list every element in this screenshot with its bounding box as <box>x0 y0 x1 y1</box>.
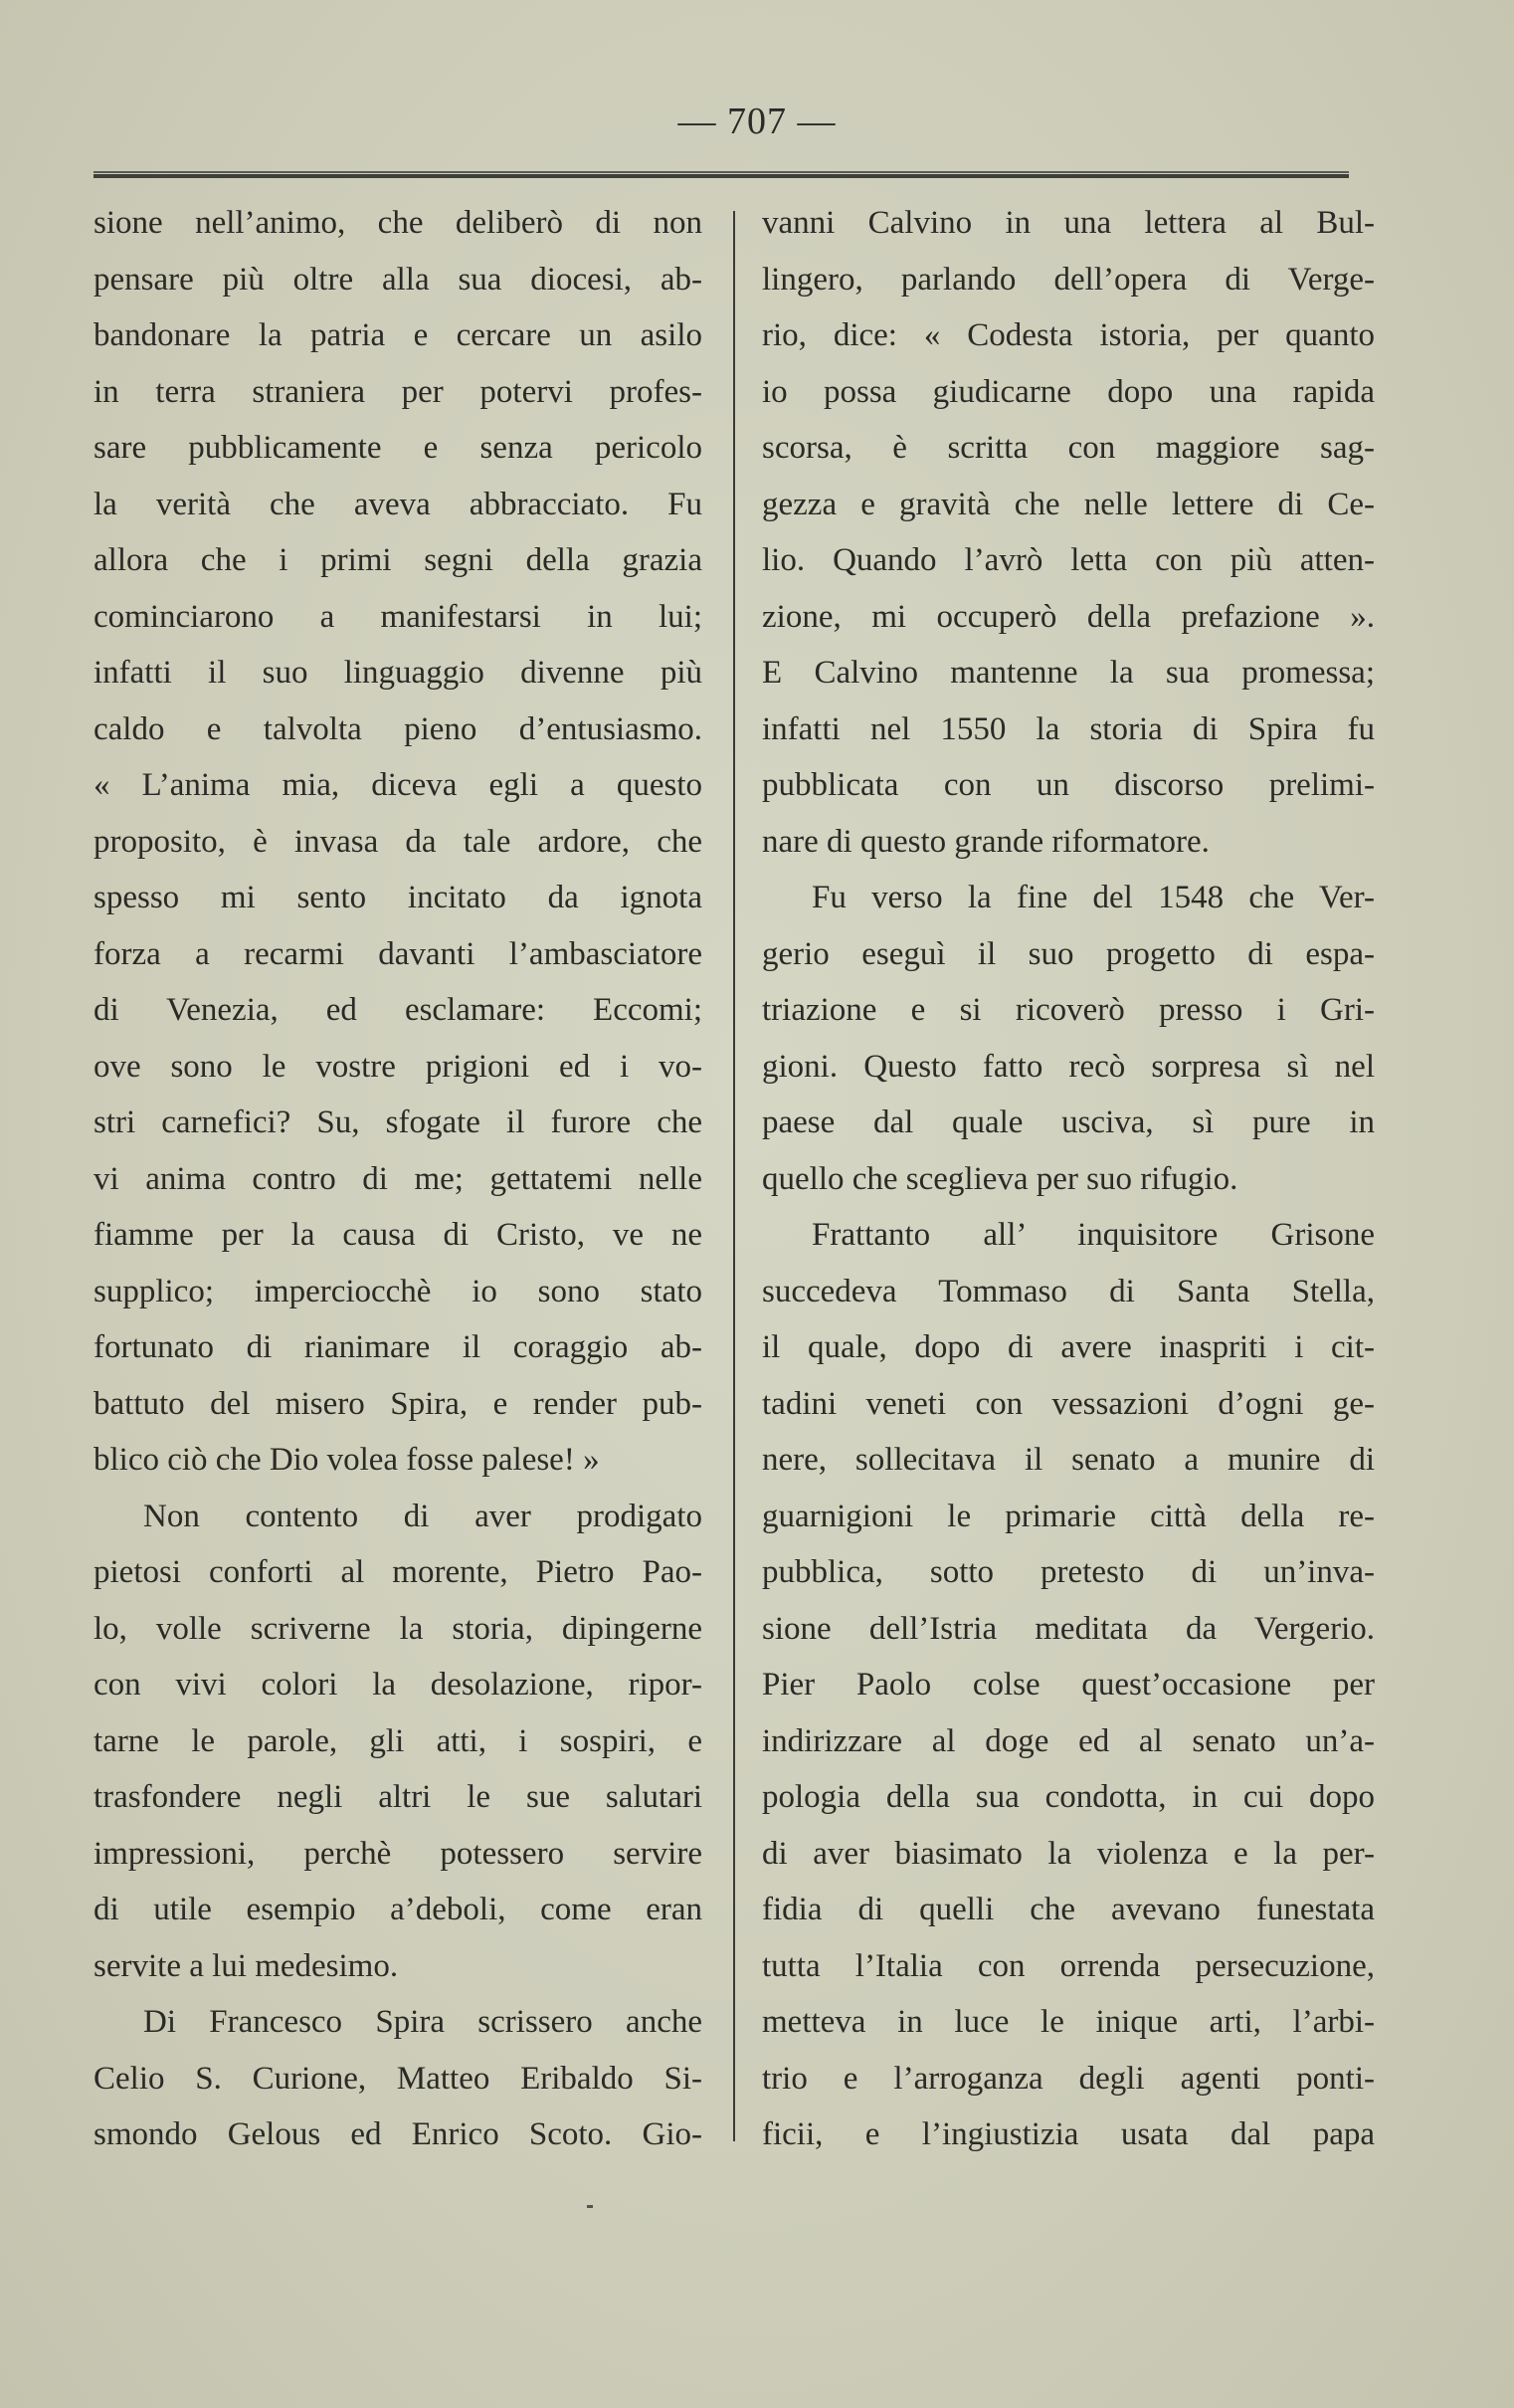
text-line: battuto del misero Spira, e render pub- <box>94 1385 702 1422</box>
text-line: vi anima contro di me; gettatemi nelle <box>94 1160 702 1197</box>
text-line: smondo Gelous ed Enrico Scoto. Gio- <box>94 2116 702 2152</box>
text-line: tutta l’Italia con orrenda persecuzione, <box>762 1947 1375 1984</box>
text-line: Pier Paolo colse quest’occasione per <box>762 1667 1375 1703</box>
text-line: tadini veneti con vessazioni d’ogni ge- <box>762 1385 1375 1422</box>
text-line: ficii, e l’ingiustizia usata dal papa <box>762 2116 1375 2152</box>
text-line: metteva in luce le inique arti, l’arbi- <box>762 2004 1375 2040</box>
text-line: zione, mi occuperò della prefazione ». <box>762 598 1375 635</box>
text-line: tarne le parole, gli atti, i sospiri, e <box>94 1722 702 1759</box>
ink-speck <box>587 2205 593 2208</box>
text-line: fortunato di rianimare il coraggio ab- <box>94 1329 702 1365</box>
text-line: rio, dice: « Codesta istoria, per quanto <box>762 317 1375 353</box>
text-line: caldo e talvolta pieno d’entusiasmo. <box>94 710 702 747</box>
text-line: bandonare la patria e cercare un asilo <box>94 317 702 353</box>
text-line: gioni. Questo fatto recò sorpresa sì nel <box>762 1048 1375 1085</box>
text-line: sione nell’animo, che deliberò di non <box>94 205 702 241</box>
text-line: fidia di quelli che avevano funestata <box>762 1892 1375 1927</box>
text-line: ove sono le vostre prigioni ed i vo- <box>94 1048 702 1085</box>
page-number: — 707 — <box>677 100 837 142</box>
text-line: « L’anima mia, diceva egli a questo <box>94 767 702 803</box>
text-line: pietosi conforti al morente, Pietro Pao- <box>94 1554 702 1590</box>
text-line: trasfondere negli altri le sue salutari <box>94 1779 702 1815</box>
text-line: fiamme per la causa di Cristo, ve ne <box>94 1217 702 1253</box>
text-line: Di Francesco Spira scrissero anche <box>143 2004 702 2040</box>
text-line: Frattanto all’ inquisitore Grisone <box>812 1217 1375 1253</box>
text-line: infatti nel 1550 la storia di Spira fu <box>762 710 1375 747</box>
text-line: vanni Calvino in una lettera al Bul- <box>762 205 1375 241</box>
text-line: pensare più oltre alla sua diocesi, ab- <box>94 261 702 298</box>
text-line: spesso mi sento incitato da ignota <box>94 880 702 915</box>
text-line: sare pubblicamente e senza pericolo <box>94 430 702 466</box>
text-line: di Venezia, ed esclamare: Eccomi; <box>94 992 702 1028</box>
text-line: impressioni, perchè potessero servire <box>94 1835 702 1872</box>
header-rule <box>94 171 1349 178</box>
right-column <box>762 195 1375 2163</box>
text-line: E Calvino mantenne la sua promessa; <box>762 655 1375 691</box>
text-line: lio. Quando l’avrò letta con più atten- <box>762 542 1375 578</box>
text-line: guarnigioni le primarie città della re- <box>762 1498 1375 1534</box>
text-line: blico ciò che Dio volea fosse palese! » <box>94 1442 600 1478</box>
text-line: infatti il suo linguaggio divenne più <box>94 655 702 691</box>
text-line: scorsa, è scritta con maggiore sag- <box>762 430 1375 466</box>
text-line: gezza e gravità che nelle lettere di Ce- <box>762 486 1375 522</box>
text-line: pologia della sua condotta, in cui dopo <box>762 1779 1375 1815</box>
text-line: lingero, parlando dell’opera di Verge- <box>762 261 1375 298</box>
text-line: io possa giudicarne dopo una rapida <box>762 373 1375 410</box>
text-line: servite a lui medesimo. <box>94 1947 399 1984</box>
text-line: nare di questo grande riformatore. <box>762 823 1210 860</box>
text-line: succedeva Tommaso di Santa Stella, <box>762 1273 1375 1309</box>
text-line: con vivi colori la desolazione, ripor- <box>94 1667 702 1703</box>
text-line: gerio eseguì il suo progetto di espa- <box>762 935 1375 972</box>
text-line: la verità che aveva abbracciato. Fu <box>94 486 702 522</box>
text-line: pubblicata con un discorso prelimi- <box>762 767 1375 803</box>
text-line: proposito, è invasa da tale ardore, che <box>94 823 702 860</box>
left-column <box>94 195 702 2163</box>
text-line: di utile esempio a’deboli, come eran <box>94 1892 702 1927</box>
text-line: triazione e si ricoverò presso i Gri- <box>762 992 1375 1028</box>
column-divider <box>733 211 735 2141</box>
text-line: Fu verso la fine del 1548 che Ver- <box>812 880 1375 915</box>
text-line: allora che i primi segni della grazia <box>94 542 702 578</box>
text-line: di aver biasimato la violenza e la per- <box>762 1835 1375 1872</box>
text-line: lo, volle scriverne la storia, dipingerne <box>94 1610 702 1647</box>
text-line: Celio S. Curione, Matteo Eribaldo Si- <box>94 2060 702 2097</box>
text-line: trio e l’arroganza degli agenti ponti- <box>762 2060 1375 2097</box>
text-line: quello che sceglieva per suo rifugio. <box>762 1160 1238 1197</box>
text-line: in terra straniera per potervi profes- <box>94 373 702 410</box>
text-line: pubblica, sotto pretesto di un’inva- <box>762 1554 1375 1590</box>
text-line: Non contento di aver prodigato <box>143 1498 702 1534</box>
text-line: il quale, dopo di avere inaspriti i cit- <box>762 1329 1375 1365</box>
text-line: sione dell’Istria meditata da Vergerio. <box>762 1610 1375 1647</box>
text-line: nere, sollecitava il senato a munire di <box>762 1442 1375 1478</box>
text-line: indirizzare al doge ed al senato un’a- <box>762 1722 1375 1759</box>
text-line: forza a recarmi davanti l’ambasciatore <box>94 935 702 972</box>
text-line: cominciarono a manifestarsi in lui; <box>94 598 702 635</box>
text-line: paese dal quale usciva, sì pure in <box>762 1104 1375 1140</box>
text-line: supplico; imperciocchè io sono stato <box>94 1273 702 1309</box>
text-line: stri carnefici? Su, sfogate il furore che <box>94 1104 702 1140</box>
